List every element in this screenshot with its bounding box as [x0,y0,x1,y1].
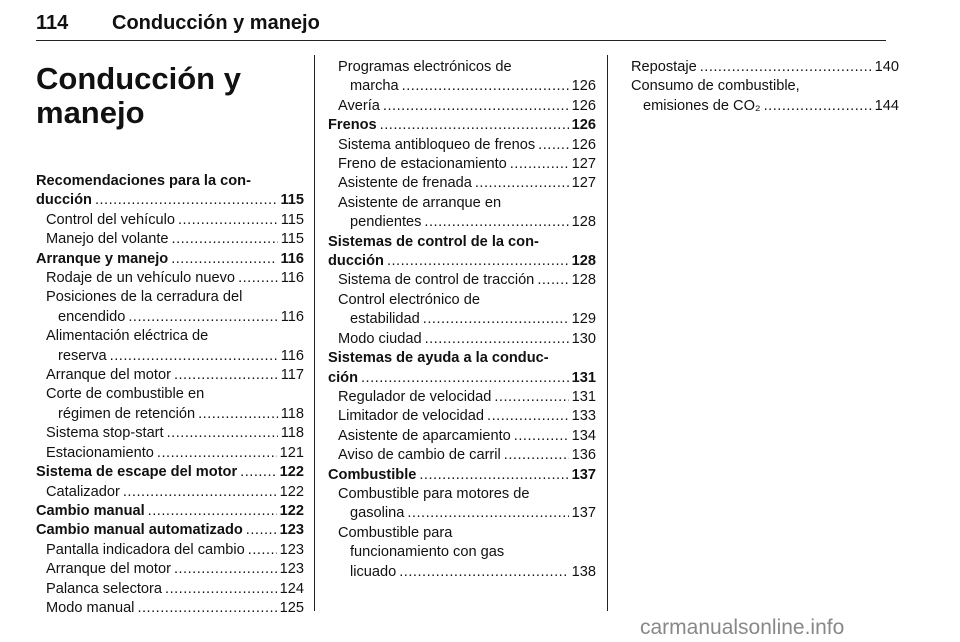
dot-leader [387,252,569,271]
toc-page-number: 133 [571,408,596,425]
toc-entry-text: Control electrónico de [338,291,480,308]
dot-leader [248,541,277,560]
toc-page-number: 137 [571,505,596,522]
toc-page-number: 116 [280,270,304,287]
dot-leader [383,97,569,116]
toc-entry[interactable] [631,77,899,116]
dot-leader [538,136,568,155]
toc-entry[interactable] [36,560,304,579]
toc-entry-title: régimen de retención [58,405,196,422]
toc-entry-title: Avería [338,97,380,114]
toc-page-number: 128 [571,214,596,231]
toc-page-number: 130 [571,330,596,347]
toc-entry-title: Catalizador [46,483,120,500]
toc-column-1 [36,172,304,618]
toc-page-number: 137 [571,466,596,483]
dot-leader [510,155,569,174]
toc-entry[interactable] [328,97,596,116]
toc-entry[interactable] [36,599,304,618]
dot-leader [361,369,569,388]
dot-leader [475,174,569,193]
toc-page-number: 127 [571,175,596,192]
dot-leader [419,466,568,485]
toc-entry-text: Combustible para motores de [338,485,530,502]
dot-leader [514,427,569,446]
toc-entry-title: Rodaje de un vehículo nuevo [46,270,236,287]
dot-leader [423,310,569,329]
toc-page-number: 123 [279,561,304,578]
toc-entry[interactable] [328,388,596,407]
toc-entry-title: ducción [36,192,92,209]
toc-page-number: 125 [279,599,304,616]
toc-page-number: 126 [571,78,596,95]
toc-page-number: 121 [279,444,304,461]
toc-entry[interactable] [328,407,596,426]
toc-entry-title: Sistema stop-start [46,425,164,442]
toc-entry[interactable] [328,349,596,388]
toc-column-2 [328,58,596,582]
toc-entry-title: Modo manual [46,599,135,616]
toc-entry[interactable] [36,521,304,540]
toc-page-number: 115 [280,192,304,209]
toc-entry[interactable] [36,483,304,502]
toc-entry[interactable] [36,385,304,424]
toc-entry-text: funcionamiento con gas [350,544,505,561]
toc-entry[interactable] [328,291,596,330]
toc-entry[interactable] [36,211,304,230]
toc-page-number: 124 [279,580,304,597]
running-title: Conducción y manejo [112,12,320,34]
toc-page-number: 123 [279,522,304,539]
dot-leader [424,213,568,232]
dot-leader [487,407,569,426]
toc-page-number: 122 [279,483,304,500]
toc-entry-title: Sistema de escape del motor [36,464,238,481]
toc-entry-title: Repostaje [631,59,697,75]
dot-leader [700,58,872,77]
toc-entry-text: Sistemas de control de la con- [328,233,539,250]
toc-entry-title: Asistente de frenada [338,175,472,192]
dot-leader [165,580,277,599]
toc-entry[interactable] [328,524,596,582]
toc-entry-title: Control del vehículo [46,211,175,228]
toc-page-number: 138 [571,563,596,580]
toc-entry[interactable] [36,172,304,211]
column-divider [607,55,608,611]
toc-entry[interactable] [36,250,304,269]
page-header [36,8,886,41]
toc-page-number: 127 [571,156,596,173]
toc-page-number: 118 [280,405,304,422]
toc-entry[interactable] [328,330,596,349]
toc-entry-text: Programas electrónicos de [338,59,512,75]
toc-entry-title: Sistema de control de tracción [338,272,535,289]
watermark: carmanualsonline.info [640,616,845,639]
page-number: 114 [36,12,69,34]
toc-page-number: 116 [280,347,304,364]
dot-leader [148,502,277,521]
toc-entry-title: Arranque y manejo [36,250,169,267]
toc-entry[interactable] [328,174,596,193]
toc-page-number: 122 [279,464,304,481]
toc-page-number: 131 [571,388,596,405]
toc-entry[interactable] [328,233,596,272]
toc-entry-title: reserva [58,347,107,364]
toc-page-number: 134 [571,427,596,444]
toc-entry-title: Modo ciudad [338,330,422,347]
dot-leader [171,250,277,269]
toc-column-3 [631,58,899,116]
dot-leader [174,366,278,385]
toc-entry[interactable] [328,58,596,97]
dot-leader [95,191,278,210]
dot-leader [407,504,568,523]
dot-leader [504,446,569,465]
toc-entry[interactable] [36,580,304,599]
toc-entry[interactable] [328,485,596,524]
toc-entry-title: Cambio manual automatizado [36,522,243,539]
toc-entry[interactable] [328,446,596,465]
toc-entry[interactable] [36,269,304,288]
toc-entry-title: Sistema antibloqueo de frenos [338,136,536,153]
dot-leader [399,563,568,582]
toc-entry-title: Manejo del volante [46,231,169,248]
toc-entry-title: Aviso de cambio de carril [338,447,501,464]
column-divider [314,55,315,611]
toc-entry-title: Arranque del motor [46,367,171,384]
toc-entry-title: Asistente de aparcamiento [338,427,511,444]
toc-entry-text: Recomendaciones para la con- [36,173,251,189]
toc-entry-title: estabilidad [350,311,420,328]
toc-entry-title: Frenos [328,117,377,134]
dot-leader [178,211,278,230]
dot-leader [157,444,277,463]
dot-leader [172,230,278,249]
toc-entry[interactable] [328,136,596,155]
toc-page-number: 123 [279,541,304,558]
toc-entry-title: Cambio manual [36,502,145,519]
toc-page-number: 144 [874,97,899,114]
toc-entry-title: Combustible [328,466,417,483]
dot-leader [494,388,568,407]
dot-leader [137,599,276,618]
toc-entry-title: gasolina [350,505,405,522]
toc-entry[interactable] [36,502,304,521]
toc-entry[interactable] [328,427,596,446]
toc-entry[interactable] [328,194,596,233]
toc-entry-title: pendientes [350,214,422,231]
toc-entry[interactable] [36,288,304,327]
dot-leader [246,521,277,540]
toc-page-number: 117 [280,367,304,384]
toc-entry-title: ducción [328,253,384,270]
toc-page-number: 126 [571,117,596,134]
toc-entry-title: Arranque del motor [46,561,171,578]
toc-page-number: 128 [571,272,596,289]
toc-page-number: 116 [280,250,304,267]
toc-page-number: 128 [571,253,596,270]
dot-leader [402,77,569,96]
toc-entry[interactable] [328,116,596,135]
toc-entry-text: Alimentación eléctrica de [46,328,209,345]
dot-leader [537,271,568,290]
toc-entry-title: ción [328,369,358,386]
toc-page-number: 116 [280,308,304,325]
toc-entry[interactable] [328,155,596,174]
toc-entry-text: Corte de combustible en [46,386,205,403]
toc-entry-title: Palanca selectora [46,580,163,597]
toc-entry-title: encendido [58,308,126,325]
dot-leader [240,463,276,482]
toc-entry[interactable] [328,271,596,290]
dot-leader [425,330,569,349]
toc-entry[interactable] [36,424,304,443]
dot-leader [123,483,277,502]
toc-entry-text: Asistente de arranque en [338,194,502,211]
dot-leader [764,97,872,116]
toc-entry-title: marcha [350,78,399,95]
toc-page-number: 118 [280,425,304,442]
toc-entry[interactable] [328,466,596,485]
toc-entry-title: Freno de estacionamiento [338,156,507,173]
toc-page-number: 129 [571,311,596,328]
toc-entry[interactable] [36,366,304,385]
toc-entry[interactable] [631,58,899,77]
toc-page-number: 126 [571,136,596,153]
dot-leader [110,347,278,366]
dot-leader [174,560,277,579]
toc-page-number: 140 [874,59,899,75]
toc-page-number: 126 [571,97,596,114]
dot-leader [167,424,278,443]
toc-page-number: 131 [571,369,596,386]
toc-entry[interactable] [36,463,304,482]
toc-entry-title: emisiones de CO₂ [643,97,761,114]
toc-page-number: 136 [571,447,596,464]
toc-entry-title: licuado [350,563,397,580]
toc-entry-text: Sistemas de ayuda a la conduc- [328,350,549,367]
toc-entry[interactable] [36,327,304,366]
toc-entry[interactable] [36,541,304,560]
toc-entry-title: Regulador de velocidad [338,388,492,405]
toc-page-number: 122 [279,502,304,519]
dot-leader [198,405,278,424]
toc-entry-text: Posiciones de la cerradura del [46,289,243,306]
chapter-title: Conducción y manejo [36,61,241,130]
toc-page-number: 115 [280,211,304,228]
toc-page-number: 115 [280,231,304,248]
toc-entry-text: Combustible para [338,524,453,541]
toc-entry-title: Limitador de velocidad [338,408,485,425]
toc-entry[interactable] [36,230,304,249]
toc-entry-text: Consumo de combustible, [631,78,800,95]
dot-leader [128,308,277,327]
dot-leader [380,116,569,135]
dot-leader [238,269,278,288]
toc-entry[interactable] [36,444,304,463]
toc-entry-title: Pantalla indicadora del cambio [46,541,245,558]
toc-entry-title: Estacionamiento [46,444,154,461]
